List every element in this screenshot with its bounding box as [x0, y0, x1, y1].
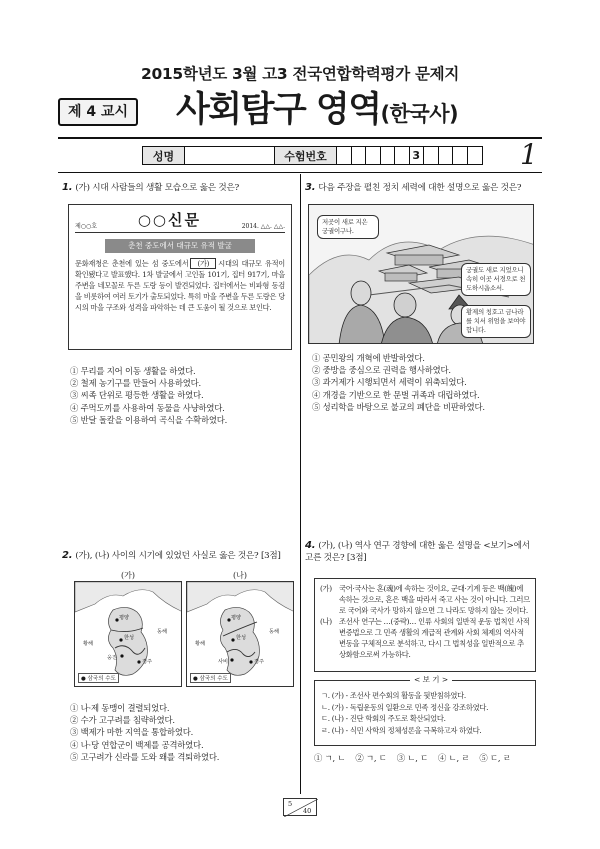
newspaper-title: ○○신문	[137, 211, 201, 229]
map-a-frame	[74, 581, 182, 687]
header-rule	[58, 137, 542, 139]
answer-option: ⑤ 반달 돌칼을 이용하여 곡식을 수확하였다.	[70, 414, 228, 425]
exam-number-digit	[352, 147, 367, 164]
bogi-item: ㄷ. (나) - 진단 학회의 주도로 확산되었다.	[321, 714, 446, 724]
column-divider	[300, 174, 301, 794]
answer-option: ⑤ 성리학을 바탕으로 불교의 폐단을 비판하였다.	[312, 401, 485, 412]
answer-option: ③ 씨족 단위로 평등한 생활을 하였다.	[70, 390, 204, 401]
answer-option: ③ ㄴ, ㄷ	[396, 753, 429, 763]
answer-option: ⑤ ㄷ, ㄹ	[479, 753, 511, 763]
q1-newspaper	[68, 204, 292, 350]
subject-title	[176, 88, 458, 136]
exam-title: 2015학년도 3월 고3 전국연합학력평가 문제지	[140, 65, 460, 83]
map-b-label: (나)	[233, 571, 247, 580]
statement-b: (나) 조선사 연구는 …(중략)… 인류 사회의 일반적 운동 법칙인 사적 변증법으로 그 민족 생활의 계급적 관계와 사회 체제의 역사적 변동을 구체적으로 분석하고, 다시 그 법칙성을 일반적으로 추상화함으로써 가능하다.	[320, 617, 530, 659]
answer-option: ③ 백제가 마한 지역을 통합하였다.	[70, 727, 194, 738]
subject-sub: (한국사)	[380, 102, 459, 126]
q2-stem	[62, 550, 294, 562]
answer-option: ② 철제 농기구를 만들어 사용하였다.	[70, 378, 201, 389]
sea-label: 황해	[83, 641, 94, 647]
exam-number-digit	[453, 147, 468, 164]
exam-number-digit	[366, 147, 381, 164]
q4-text: (가), (나) 역사 연구 경향에 대한 옳은 설명을 <보기>에서 고른 것은? [3점]	[305, 541, 530, 563]
page-number: 1	[520, 138, 538, 171]
answer-option: ④ 주먹도끼를 사용하여 동물을 사냥하였다.	[70, 402, 225, 413]
city-label: 한성	[124, 635, 135, 641]
speech-bubble-3: 황제의 칭호고 금나라를 치서 위엄을 보여야 합니다.	[461, 305, 531, 338]
newspaper-body: 문화재청은 춘천에 있는 섬 중도에서 (가) 시대의 대규모 유적이 확인됐다고 발표했다. 1차 발굴에서 고인돌 101기, 집터 917기, 마을 주변을 네모꼴로 두른 도랑 등이 발견되었다. 집터에서는 비파형 동검을 비롯하여 여러 토기가 출토되었다. 특히 마을 주변을 두른 도랑은 당시의 마을 구조와 성격을 파악하는 데 큰 도움이 될 것으로 보인다.	[75, 259, 286, 312]
exam-number-digit	[439, 147, 454, 164]
q3-stem	[305, 182, 540, 194]
sea-label: 동해	[269, 629, 280, 635]
city-label: 경주	[254, 659, 265, 665]
map-b	[186, 570, 294, 687]
q1-options	[70, 365, 227, 426]
answer-option: ① 공민왕의 개혁에 반발하였다.	[312, 353, 425, 363]
answer-option: ② ㄱ, ㄷ	[355, 753, 387, 763]
name-label: 성명	[143, 147, 185, 164]
map-a	[74, 570, 182, 687]
bogi-item: ㄱ. (가) - 조선사 편수회의 활동을 뒷받침하였다.	[321, 691, 466, 700]
name-field	[185, 147, 275, 164]
q3-text: 다음 주장을 펼친 정치 세력에 대한 설명으로 옳은 것은?	[318, 183, 522, 193]
answer-option: ① 나·제 동맹이 결렬되었다.	[70, 703, 170, 713]
q1-text: (가) 시대 사람들의 생활 모습으로 옳은 것은?	[75, 183, 239, 193]
q1-number: 1.	[62, 182, 73, 193]
answer-option: ④ ㄴ, ㄹ	[438, 753, 470, 763]
blank-ga: (가)	[190, 258, 216, 269]
period-badge: 제 4 교시	[58, 98, 138, 126]
city-label: 평양	[119, 615, 130, 621]
exam-number-digit	[395, 147, 410, 164]
city-label: 경주	[142, 659, 153, 665]
statement-a: (가) 국어·국사는 혼(魂)에 속하는 것이요, 군대·기계 등은 백(魄)에 속하는 것으로, 혼은 백을 따라서 죽고 사는 것이 아니다. 그러므로 국어와 국사가 망하지 않으면 그 나라도 망하지 않는 것이다.	[320, 584, 530, 615]
q4-statements	[314, 578, 536, 672]
map-b-frame	[186, 581, 294, 687]
id-grid	[142, 146, 483, 165]
exam-number-digit	[468, 147, 483, 164]
bogi-item: ㄹ. (나) - 식민 사학의 정체성론을 극복하고자 하였다.	[321, 725, 482, 735]
answer-option: ③ 과거제가 시행되면서 세력이 위축되었다.	[312, 377, 467, 388]
city-label: 웅진	[107, 655, 118, 661]
page-total: 40	[303, 807, 312, 815]
city-label: 한성	[236, 635, 247, 641]
sea-label: 동해	[157, 629, 168, 635]
answer-option: ① ㄱ, ㄴ	[314, 753, 346, 763]
q4-bogi-title: < 보 기 >	[410, 674, 452, 685]
answer-option: ② 중방을 중심으로 권력을 행사하였다.	[312, 365, 451, 376]
page-current: 5	[288, 800, 293, 808]
exam-number-digit	[424, 147, 439, 164]
q4-stem	[305, 540, 540, 564]
q4-number: 4.	[305, 540, 316, 551]
answer-option: ② 수가 고구려를 침략하였다.	[70, 715, 175, 726]
sea-label: 황해	[195, 641, 206, 647]
city-label: 평양	[231, 615, 242, 621]
header-rule-thin	[58, 172, 542, 173]
map-legend: ● 삼국의 수도	[78, 673, 119, 683]
q2-text: (가), (나) 사이의 시기에 있었던 사실로 옳은 것은? [3점]	[75, 551, 281, 561]
map-legend: ● 삼국의 수도	[190, 673, 231, 683]
answer-option: ⑤ 고구려가 신라를 도와 왜를 격퇴하였다.	[70, 751, 220, 762]
newspaper-date: 2014. △△. △△.	[241, 223, 285, 230]
answer-option: ④ 개경을 기반으로 한 문벌 귀족과 대립하였다.	[312, 389, 480, 400]
q3-number: 3.	[305, 182, 316, 193]
speech-bubble-2: 궁궐도 새로 지었으니 속히 이곳 서경으로 천도하시옵소서.	[461, 263, 531, 296]
exam-number-label: 수험번호	[275, 147, 337, 164]
q2-options	[70, 702, 219, 763]
exam-number-digit	[381, 147, 396, 164]
q4-bogi-box	[314, 680, 536, 746]
exam-number-digit-filled: 3	[410, 147, 425, 164]
newspaper-headline: 춘천 중도에서 대규모 유적 발굴	[105, 239, 255, 253]
exam-number-digit	[337, 147, 352, 164]
newspaper-masthead	[75, 209, 285, 233]
newspaper-issue: 제○○호	[75, 223, 98, 230]
q1-stem	[62, 182, 294, 194]
answer-option: ④ 나·당 연합군이 백제를 공격하였다.	[70, 739, 204, 750]
subject-main: 사회탐구 영역	[176, 90, 381, 130]
q2-number: 2.	[62, 550, 73, 561]
q3-illustration	[308, 204, 534, 344]
q4-options	[314, 752, 511, 764]
page-counter	[283, 798, 317, 816]
city-label: 사비	[218, 659, 229, 665]
speech-bubble-1: 저곳이 새로 지은 궁궐이구나.	[317, 215, 379, 239]
bogi-item: ㄴ. (가) - 독립운동의 일환으로 민족 정신을 강조하였다.	[321, 702, 489, 712]
q3-options	[312, 352, 485, 413]
map-a-label: (가)	[121, 571, 135, 580]
answer-option: ① 무리를 지어 이동 생활을 하였다.	[70, 366, 196, 376]
